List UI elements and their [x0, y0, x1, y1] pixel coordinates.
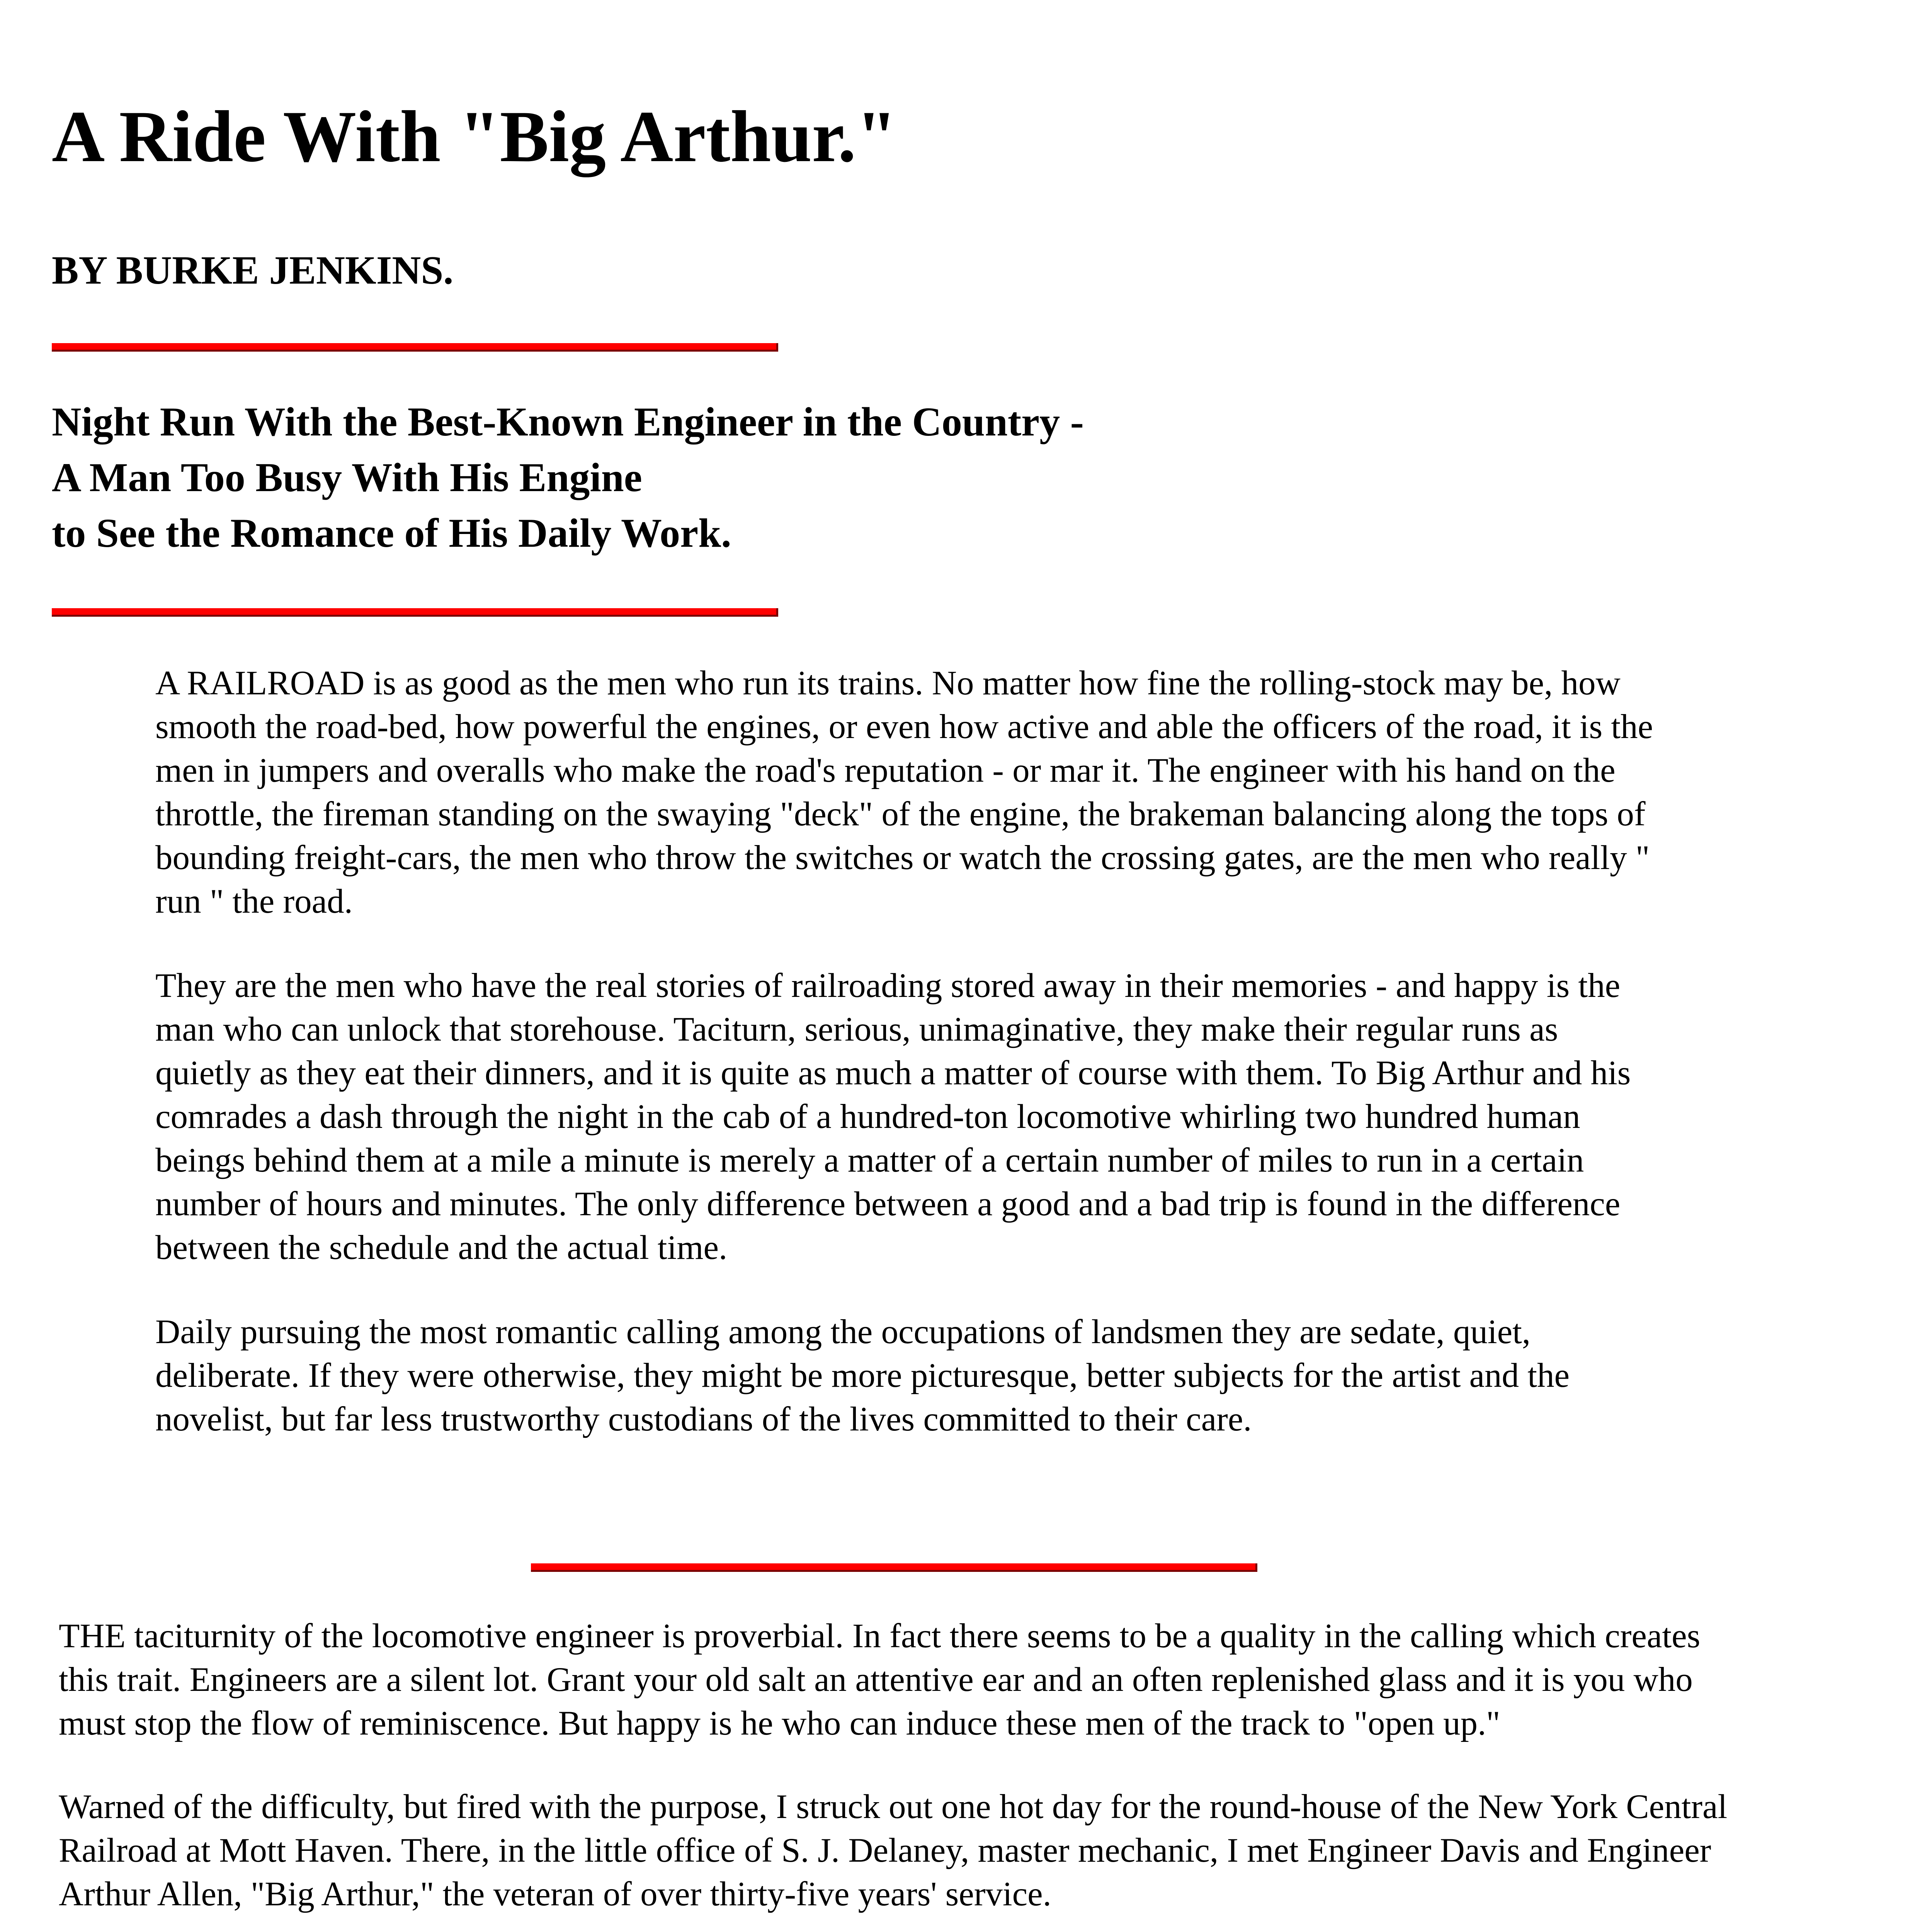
body-paragraph: Warned of the difficulty, but fired with the purpose, I struck out one hot day for the round-house of the New York Central Railroad at Mott Haven. There, in the little office of S. J. Delaney, master mechanic, I met Engineer Davis and Engineer Arthur Allen, "Big Arthur," the veteran of over thirty-five years' service.: [59, 1788, 1728, 1913]
deck-line: to See the Romance of His Daily Work.: [52, 510, 731, 556]
article-byline: BY BURKE JENKINS.: [52, 248, 454, 293]
intro-paragraph: They are the men who have the real stories of railroading stored away in their memories - and happy is the man who can unlock that storehouse. Taciturn, serious, unimaginative, they make their regular runs as quietly as they eat their dinners, and it is quite as much a matter of course with them. To Big Arthur and his comrades a dash through the night in the cab of a hundred-ton locomotive whirling two hundred human beings behind them at a mile a minute is merely a matter of a certain number of miles to run in a certain number of hours and minutes. The only difference between a good and a bad trip is found in the difference between the schedule and the actual time.: [155, 967, 1631, 1267]
article-title: A Ride With "Big Arthur.": [52, 96, 897, 177]
deck-line: Night Run With the Best-Known Engineer in the Country -: [52, 399, 1084, 444]
red-divider-rule: [52, 608, 778, 617]
intro-paragraph: Daily pursuing the most romantic calling among the occupations of landsmen they are sedate, quiet, deliberate. If they were otherwise, they might be more picturesque, better subjects for the artist and the novelist, but far less trustworthy custodians of the lives committed to their care.: [155, 1313, 1570, 1438]
article-deck: [52, 394, 1084, 561]
intro-block: [155, 662, 1655, 1482]
body-paragraph: THE taciturnity of the locomotive engineer is proverbial. In fact there seems to be a quality in the calling which creates this trait. Engineers are a silent lot. Grant your old salt an attentive ear and an often replenished glass and it is you who must stop the flow of reminiscence. But happy is he who can induce these men of the track to "open up.": [59, 1617, 1701, 1742]
red-divider-rule: [52, 343, 778, 352]
intro-paragraph: A RAILROAD is as good as the men who run its trains. No matter how fine the rolling-stock may be, how smooth the road-bed, how powerful the engines, or even how active and able the officers of the road, it is the men in jumpers and overalls who make the road's reputation - or mar it. The engineer with his hand on the throttle, the fireman standing on the swaying "deck" of the engine, the brakeman balancing along the tops of bounding freight-cars, the men who throw the switches or watch the crossing gates, are the men who really " run " the road.: [155, 664, 1653, 920]
article-body: [59, 1614, 1740, 1932]
red-divider-rule: [531, 1563, 1257, 1572]
deck-line: A Man Too Busy With His Engine: [52, 455, 642, 500]
